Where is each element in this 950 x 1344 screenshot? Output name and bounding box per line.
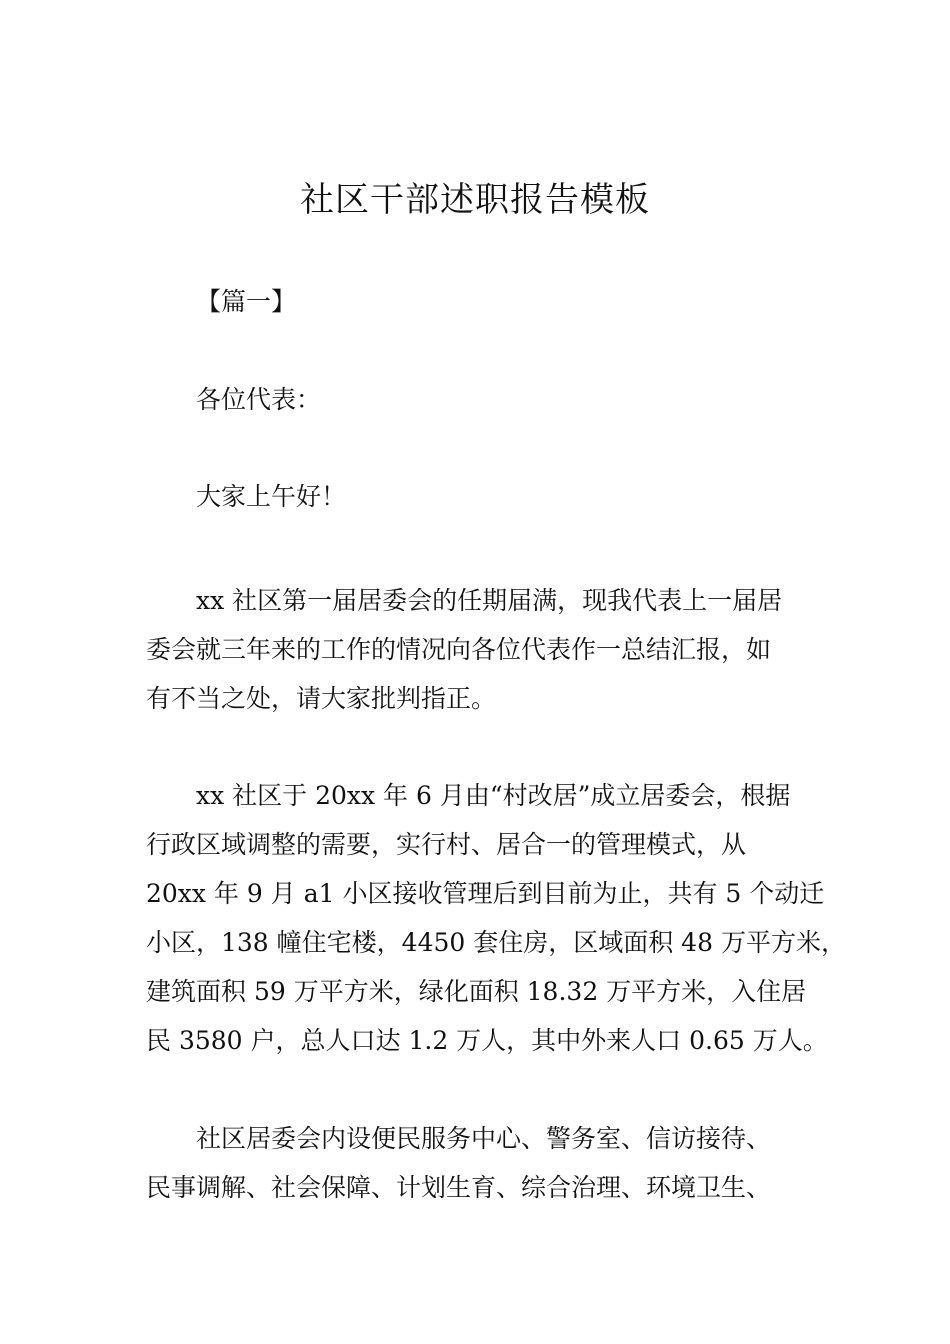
salutation: 各位代表： xyxy=(196,385,322,414)
paragraph-term-summary xyxy=(146,576,812,723)
paragraph-line: 委会就三年来的工作的情况向各位代表作一总结汇报，如 xyxy=(146,635,772,664)
document-title: 社区干部述职报告模板 xyxy=(300,180,650,220)
paragraph-line: 社区居委会内设便民服务中心、警务室、信访接待、 xyxy=(196,1124,772,1153)
paragraph-line: 民事调解、社会保障、计划生育、综合治理、环境卫生、 xyxy=(146,1173,772,1202)
paragraph-line: 民 3580 户，总人口达 1.2 万人，其中外来人口 0.65 万人。 xyxy=(146,1026,828,1055)
paragraph-line: 行政区域调整的需要，实行村、居合一的管理模式，从 xyxy=(146,830,747,859)
section-label: 【篇一】 xyxy=(196,287,297,316)
paragraph-line: 20xx 年 9 月 a1 小区接收管理后到目前为止，共有 5 个动迁 xyxy=(146,879,825,908)
paragraph-line: 建筑面积 59 万平方米，绿化面积 18.32 万平方米，入住居 xyxy=(146,977,807,1006)
paragraph-committee-structure xyxy=(146,1114,812,1212)
paragraph-line: 小区，138 幢住宅楼，4450 套住房，区域面积 48 万平方米， xyxy=(146,928,846,957)
paragraph-line: xx 社区于 20xx 年 6 月由“村改居”成立居委会，根据 xyxy=(196,781,791,810)
paragraph-line: 有不当之处，请大家批判指正。 xyxy=(146,684,497,713)
paragraph-line: xx 社区第一届居委会的任期届满，现我代表上一届居 xyxy=(196,586,783,615)
greeting: 大家上午好！ xyxy=(196,482,347,511)
paragraph-community-overview xyxy=(146,771,846,1065)
